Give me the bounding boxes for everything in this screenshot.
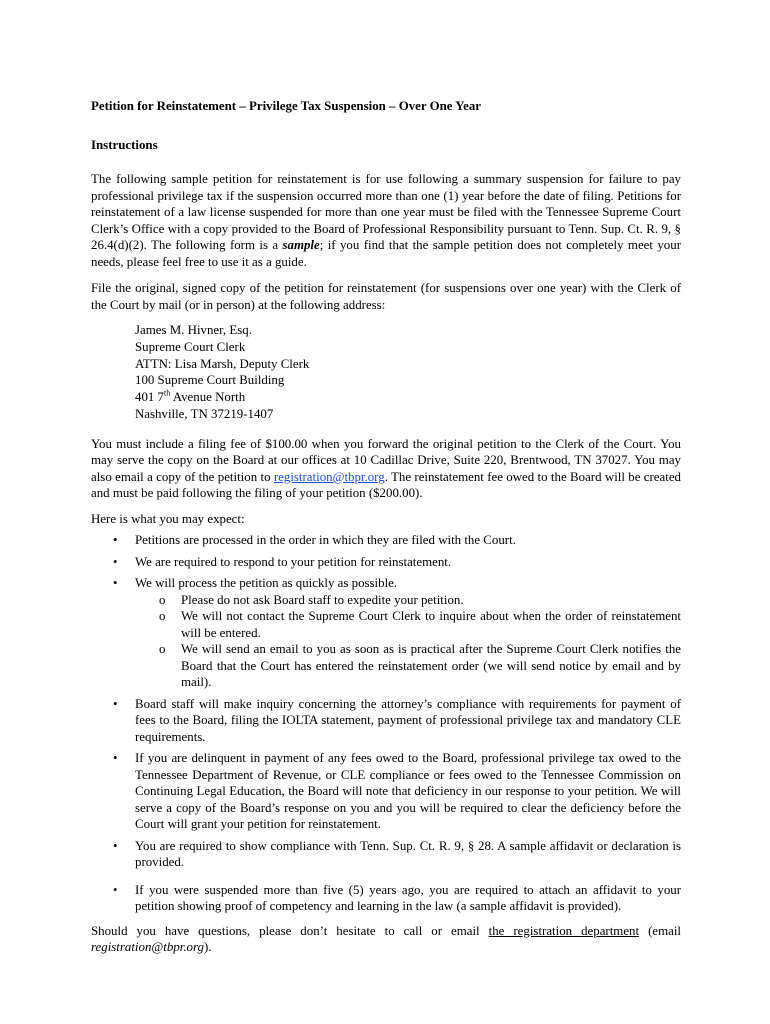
address-line: 100 Supreme Court Building xyxy=(135,373,285,388)
sub-list-item-text: Please do not ask Board staff to expedite your petition. xyxy=(181,592,464,607)
registration-department-link[interactable]: the registration department xyxy=(488,923,640,938)
list-item-text: If you are delinquent in payment of any fees owed to the Board, professional privilege tax owed to the Tennessee Department of Revenue, or CLE compliance or fees owed to the Tennessee Commission on Continuing Legal Education, the Board will note that deficiency in our response to your petition. We will serve a copy of the Board’s response on you and you will be required to clear the deficiency before the Court will grant your petition for reinstatement. xyxy=(135,751,681,832)
address-line: ATTN: Lisa Marsh, Deputy Clerk xyxy=(135,356,310,371)
bullet-icon: • xyxy=(113,554,118,569)
list-item xyxy=(91,838,681,871)
address-line: Supreme Court Clerk xyxy=(135,339,246,354)
document-title: Petition for Reinstatement – Privilege Tax Suspension – Over One Year xyxy=(91,99,482,113)
list-item xyxy=(91,882,681,915)
address-line xyxy=(135,389,681,406)
bullet-icon: • xyxy=(113,838,118,853)
list-item-text: We will process the petition as quickly as possible. xyxy=(135,576,398,591)
address-street-name: Avenue North xyxy=(170,390,246,405)
list-item-text: If you were suspended more than five (5) years ago, you are required to attach an affidavit to your petition showing proof of competency and learning in the law (a sample affidavit is provided). xyxy=(135,882,681,914)
sub-list-item-text: We will send an email to you as soon as is practical after the Supreme Court Clerk notifies the Board that the Court has entered the reinstatement order (we will send notice by email and by mail). xyxy=(181,642,681,690)
list-item-text: Board staff will make inquiry concerning the attorney’s compliance with requirements for payment of fees to the Board, filing the IOLTA statement, payment of professional privilege tax and mandatory CLE requirements. xyxy=(135,696,681,744)
address-line: James M. Hivner, Esq. xyxy=(135,323,252,337)
list-item-text: You are required to show compliance with Tenn. Sup. Ct. R. 9, § 28. A sample affidavit or declaration is provided. xyxy=(135,838,681,870)
expect-intro: Here is what you may expect: xyxy=(91,511,245,526)
bullet-icon: • xyxy=(113,751,118,766)
expectations-list xyxy=(91,532,681,915)
questions-text-1: Should you have questions, please don’t hesitate to call or email xyxy=(91,923,489,938)
list-item-text: Petitions are processed in the order in which they are filed with the Court. xyxy=(135,533,516,548)
list-item xyxy=(91,532,681,549)
sub-bullet-icon: o xyxy=(159,642,166,657)
bullet-icon: • xyxy=(113,533,118,548)
list-item xyxy=(91,554,681,571)
clerk-address xyxy=(135,322,681,423)
list-item-text: We are required to respond to your petition for reinstatement. xyxy=(135,554,452,569)
questions-text-2: (email xyxy=(639,923,681,938)
instructions-heading: Instructions xyxy=(91,137,158,152)
document-page xyxy=(91,98,681,956)
sub-bullet-icon: o xyxy=(159,609,166,624)
fee-text-1: You must include a filing fee of $100.00 when you forward the original petition to the Clerk of the Court. You may serve the copy on the Board at our offices at 10 Cadillac Drive, Suite 220, Brentwood, TN 37027. You may also email a copy of the petition to xyxy=(91,436,681,484)
bullet-icon: • xyxy=(113,882,118,897)
fee-text-2: . The reinstatement fee owed to the Board will be created and must be paid following the filing of your petition ($200.00). xyxy=(91,469,682,501)
bullet-icon: • xyxy=(113,696,118,711)
list-item xyxy=(91,575,681,691)
address-street-number: 401 7 xyxy=(135,390,165,405)
address-superscript: th xyxy=(164,388,171,398)
questions-paragraph xyxy=(91,923,681,956)
registration-email-italic: registration@tbpr.org xyxy=(91,940,204,955)
filing-paragraph: File the original, signed copy of the petition for reinstatement (for suspensions over one year) with the Clerk of the Court by mail (or in person) at the following address: xyxy=(91,281,681,312)
bullet-icon: • xyxy=(113,576,118,591)
intro-text-2: ; if you find that the sample petition does not completely meet your needs, please feel free to use it as a guide. xyxy=(91,238,681,269)
questions-text-3: ). xyxy=(203,940,212,955)
list-item xyxy=(91,696,681,746)
sub-list-item xyxy=(135,592,681,609)
registration-email-link[interactable]: registration@tbpr.org xyxy=(273,469,385,484)
fee-paragraph xyxy=(91,436,681,502)
sample-emphasis: sample xyxy=(282,238,320,252)
sub-list xyxy=(135,592,681,691)
list-item xyxy=(91,750,681,833)
sub-list-item xyxy=(135,608,681,641)
sub-list-item xyxy=(135,641,681,691)
address-line: Nashville, TN 37219-1407 xyxy=(135,406,274,421)
sub-bullet-icon: o xyxy=(159,592,166,607)
intro-paragraph xyxy=(91,171,681,270)
sub-list-item-text: We will not contact the Supreme Court Clerk to inquire about when the order of reinstatement will be entered. xyxy=(181,609,681,640)
intro-text-1: The following sample petition for reinstatement is for use following a summary suspension for failure to pay professional privilege tax if the suspension occurred more than one (1) year before the date of filing. Petitions for reinstatement of a law license suspended for more than one year must be filed with the Tennessee Supreme Court Clerk’s Office with a copy provided to the Board of Professional Responsibility pursuant to Tenn. Sup. Ct. R. 9, § 26.4(d)(2). The following form is a xyxy=(91,172,681,252)
